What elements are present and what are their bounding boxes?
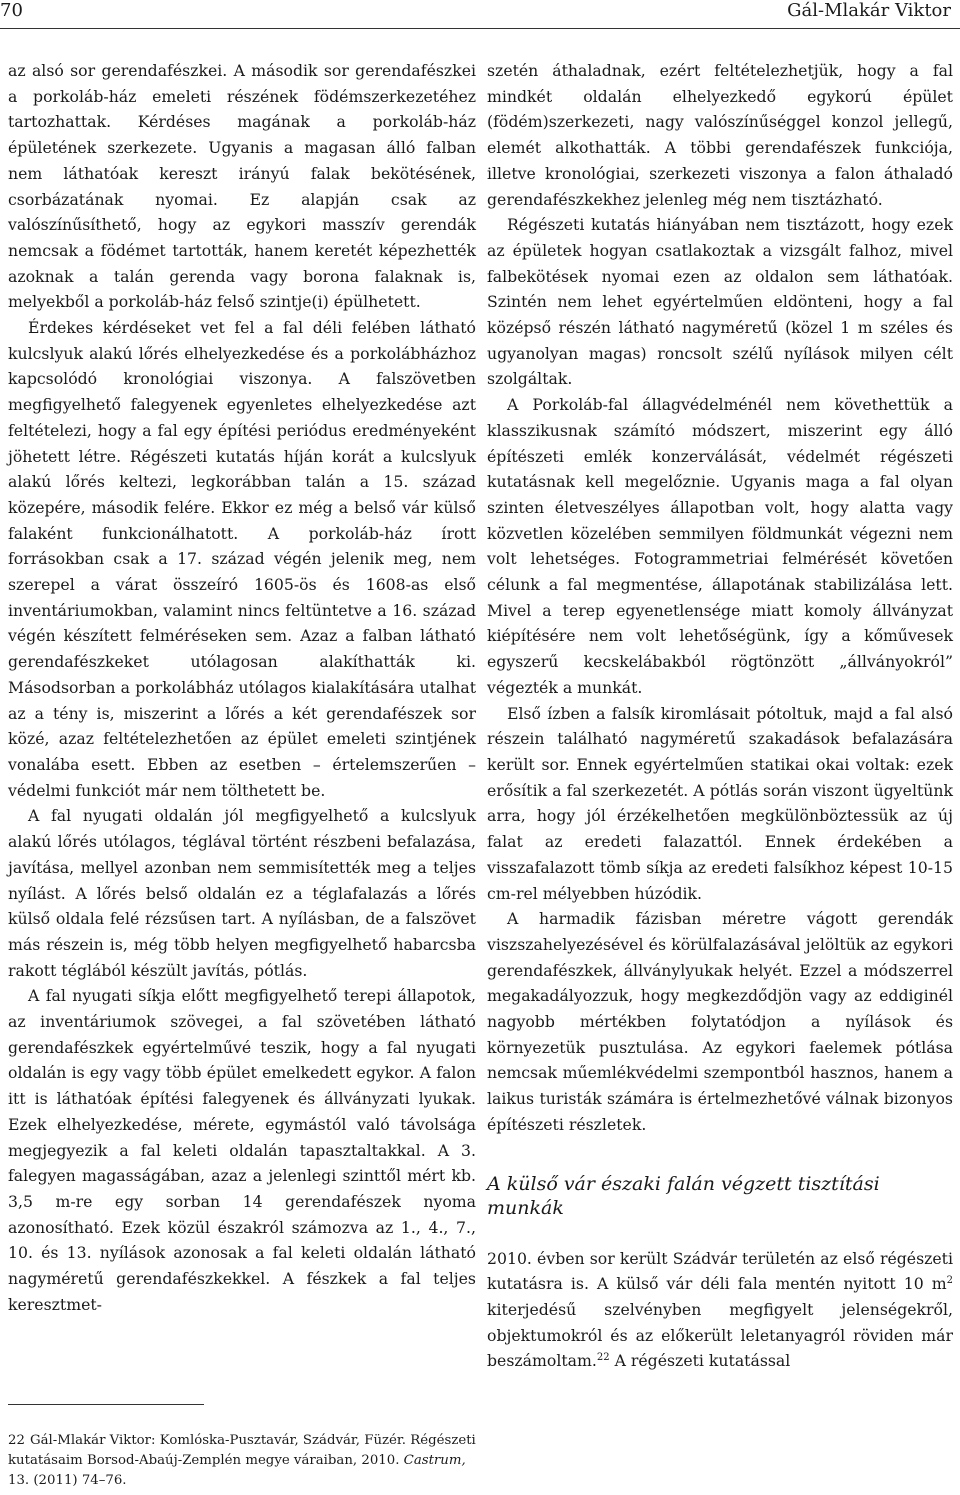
left-column	[8, 58, 476, 1317]
body-paragraph: A fal nyugati oldalán jól megfigyelhető a kulcslyuk alakú lőrés utólagos, téglával történt részbeni befalazása, javítása, mellyel azonban nem semmisítették meg a teljes nyílást. A lőrés belső oldalán ez a téglafalazás a lőrés külső oldala felé rézsűsen tart. A nyílásban, de a falszövet más részein is, még több helyen megfigyelhető habarcsba rakott téglából készült javítás, pótlás.	[8, 806, 476, 980]
footnote-tail: 13. (2011) 74–76.	[8, 1473, 127, 1488]
section-text: kiterjedésű szelvényben megfigyelt jelenségekről, objektumokról és az előkerült leletanyagról röviden már beszámoltam.	[487, 1299, 953, 1371]
body-paragraph: Első ízben a falsík kiromlásait pótoltuk, majd a fal alsó részein található nagyméretű szakadások befalazására került sor. Ennek egyértelműen statikai okai voltak: ezek erősítik a fal szerkezetét. A pótlás során viszont ügyeltünk arra, hogy jól érzékelhetően megkülönböztessük az új falat az eredeti falazattól. Ennek érdekében a visszafalazott tömb síkja az eredeti falsíkhoz képest 10-15 cm-rel mélyebben húzódik.	[487, 703, 953, 903]
section-paragraph	[487, 1246, 953, 1375]
page-number: 70	[0, 0, 23, 21]
footnote-number: 22	[8, 1433, 25, 1448]
footnote-rule	[8, 1404, 204, 1405]
page-header	[0, 0, 960, 30]
section-text: A régészeti kutatással	[609, 1351, 791, 1371]
area-superscript: 2	[946, 1275, 953, 1286]
body-paragraph: az alsó sor gerendafészkei. A második sor gerendafészkei a porkoláb-ház emeleti részének födémszerkezetéhez tartozhattak. Kérdéses magának a porkoláb-ház épületének szerkezete. Ugyanis a magasan álló falban nem láthatóak kereszt irányú falak bekötésének, csorbázatának nyomai. Ez alapján csak az valószínűsíthető, hogy az egykori masszív gerendák nemcsak a födémet tartották, hanem keretét képezhették azoknak a talán gerenda vagy borona falaknak is, melyekből a porkoláb-ház felső szintje(i) épülhetett.	[8, 61, 476, 312]
right-column	[487, 58, 953, 1374]
body-paragraph: A fal nyugati síkja előtt megfigyelhető terepi állapotok, az inventáriumok szövegei, a fal szövetében látható gerendafészkek egyértelművé teszik, hogy a fal nyugati oldalán is egy vagy több épület emelkedett egykor. A falon itt is láthatóak építési falegyenek és állványzati lyukak. Ezek elhelyezkedése, mérete, egymástól való távolsága megjegyezik a fal keleti oldalán tapasztaltakkal. A 3. falegyen magasságában, azaz a jelenlegi szinttől mért kb. 3,5 m-re egy sorban 14 gerendafészek nyoma azonosítható. Ezek közül északról számozva az 1., 4., 7., 10. és 13. nyílások azonosak a fal keleti oldalán látható nagyméretű gerendafészkekkel. A fészkek a fal teljes keresztmet-	[8, 986, 476, 1314]
body-paragraph: A Porkoláb-fal állagvédelménél nem követhettük a klasszikusnak számító módszert, miszerint egy álló építészeti emlék konzerválását, védelmét régészeti kutatásnak kell megelőznie. Ugyanis maga a fal olyan szinten életveszélyes állapotban volt, hogy alatta vagy közvetlen közelében semmilyen földmunkát végezni nem volt lehetséges. Fotogrammetriai felmérését követően célunk a fal megmentése, állapotának stabilizálása lett. Mivel a terep egyenetlensége miatt komoly állványzat kiépítésére nem volt lehetőségünk, így a kőművesek egyszerű kecskelábakból rögtönzött „állványokról” végezték a munkát.	[487, 395, 953, 697]
body-paragraph: A harmadik fázisban méretre vágott gerendák viszszahelyezésével és körülfalazásával jelöltük az egykori gerendafészkek, állványlyukak helyét. Ezzel a módszerrel megakadályozzuk, hogy megkezdődjön vagy az eddiginél nagyobb mértékben folytatódjon a nyílások és környezetük pusztulása. Az egykori faelemek pótlása nemcsak műemlékvédelmi szempontból hasznos, hanem a laikus turisták számára is értelmezhetővé válnak bizonyos építészeti részletek.	[487, 909, 953, 1134]
footnote-reference[interactable]: 22	[596, 1352, 610, 1364]
header-rule	[0, 28, 960, 29]
section-heading: A külső vár északi falán végzett tisztítási munkák	[487, 1172, 880, 1219]
body-paragraph: Érdekes kérdéseket vet fel a fal déli felében látható kulcslyuk alakú lőrés elhelyezkedése és a porkolábházhoz kapcsolódó kronológiai viszonya. A falszövetben megfigyelhető falegyenek egyenletes elhelyezkedése azt feltételezi, hogy a fal egy építési periódus eredményeként jöhetett létre. Régészeti kutatás híján korát a kulcslyuk alakú lőrés keltezi, legkorábban talán a 15. század közepére, második felére. Ekkor ez még a belső vár külső falaként funkcionálhatott. A porkoláb-ház írott forrásokban csak a 17. század végén jelenik meg, nem szerepel a várat összeíró 1605-ös és 1608-as első inventáriumokban, valamint nincs feltüntetve a 16. század végén készített felméréseken sem. Azaz a falban látható gerendafészkeket utólagosan alakíthatták ki. Másodsorban a porkolábház utólagos kialakítására utalhat az a tény is, miszerint a lőrés a két gerendafészek sor közé, azaz feltételezhetően az épület emeleti szintjének vonalába esett. Ebben az esetben – értelemszerűen – védelmi funkciót már nem tölthetett be.	[8, 318, 476, 800]
footnote-journal: Castrum,	[403, 1453, 466, 1468]
footnote-text: Gál-Mlakár Viktor: Komlóska-Pusztavár, Szádvár, Füzér. Régészeti kutatásaim Borsod-Abaúj-Zemplén megye váraiban, 2010.	[8, 1433, 476, 1468]
body-paragraph: Régészeti kutatás hiányában nem tisztázott, hogy ezek az épületek hogyan csatlakoztak a vizsgált falhoz, mivel falbekötések nyomai ezen az oldalon sem láthatóak. Szintén nem lehet egyértelműen eldönteni, hogy a fal középső részén látható nagyméretű (közel 1 m széles és ugyanolyan magas) roncsolt szélű nyílások milyen célt szolgáltak.	[487, 215, 953, 389]
section-text: 2010. évben sor került Szádvár területén az első régészeti kutatásra is. A külső vár déli fala mentén nyitott 10 m	[487, 1248, 953, 1294]
footnote	[8, 1431, 478, 1491]
body-paragraph: szetén áthaladnak, ezért feltételezhetjük, hogy a fal mindkét oldalán elhelyezkedő egykorú épület (födém)szerkezeti, nagy valószínűséggel konzol jellegű, elemét alkothatták. A többi gerendafészek funkciója, illetve kronológiai, szerkezeti viszonya a falon áthaladó gerendafészkekhez jelenleg még nem tisztázható.	[487, 61, 953, 209]
running-head-author: Gál-Mlakár Viktor	[787, 0, 951, 21]
